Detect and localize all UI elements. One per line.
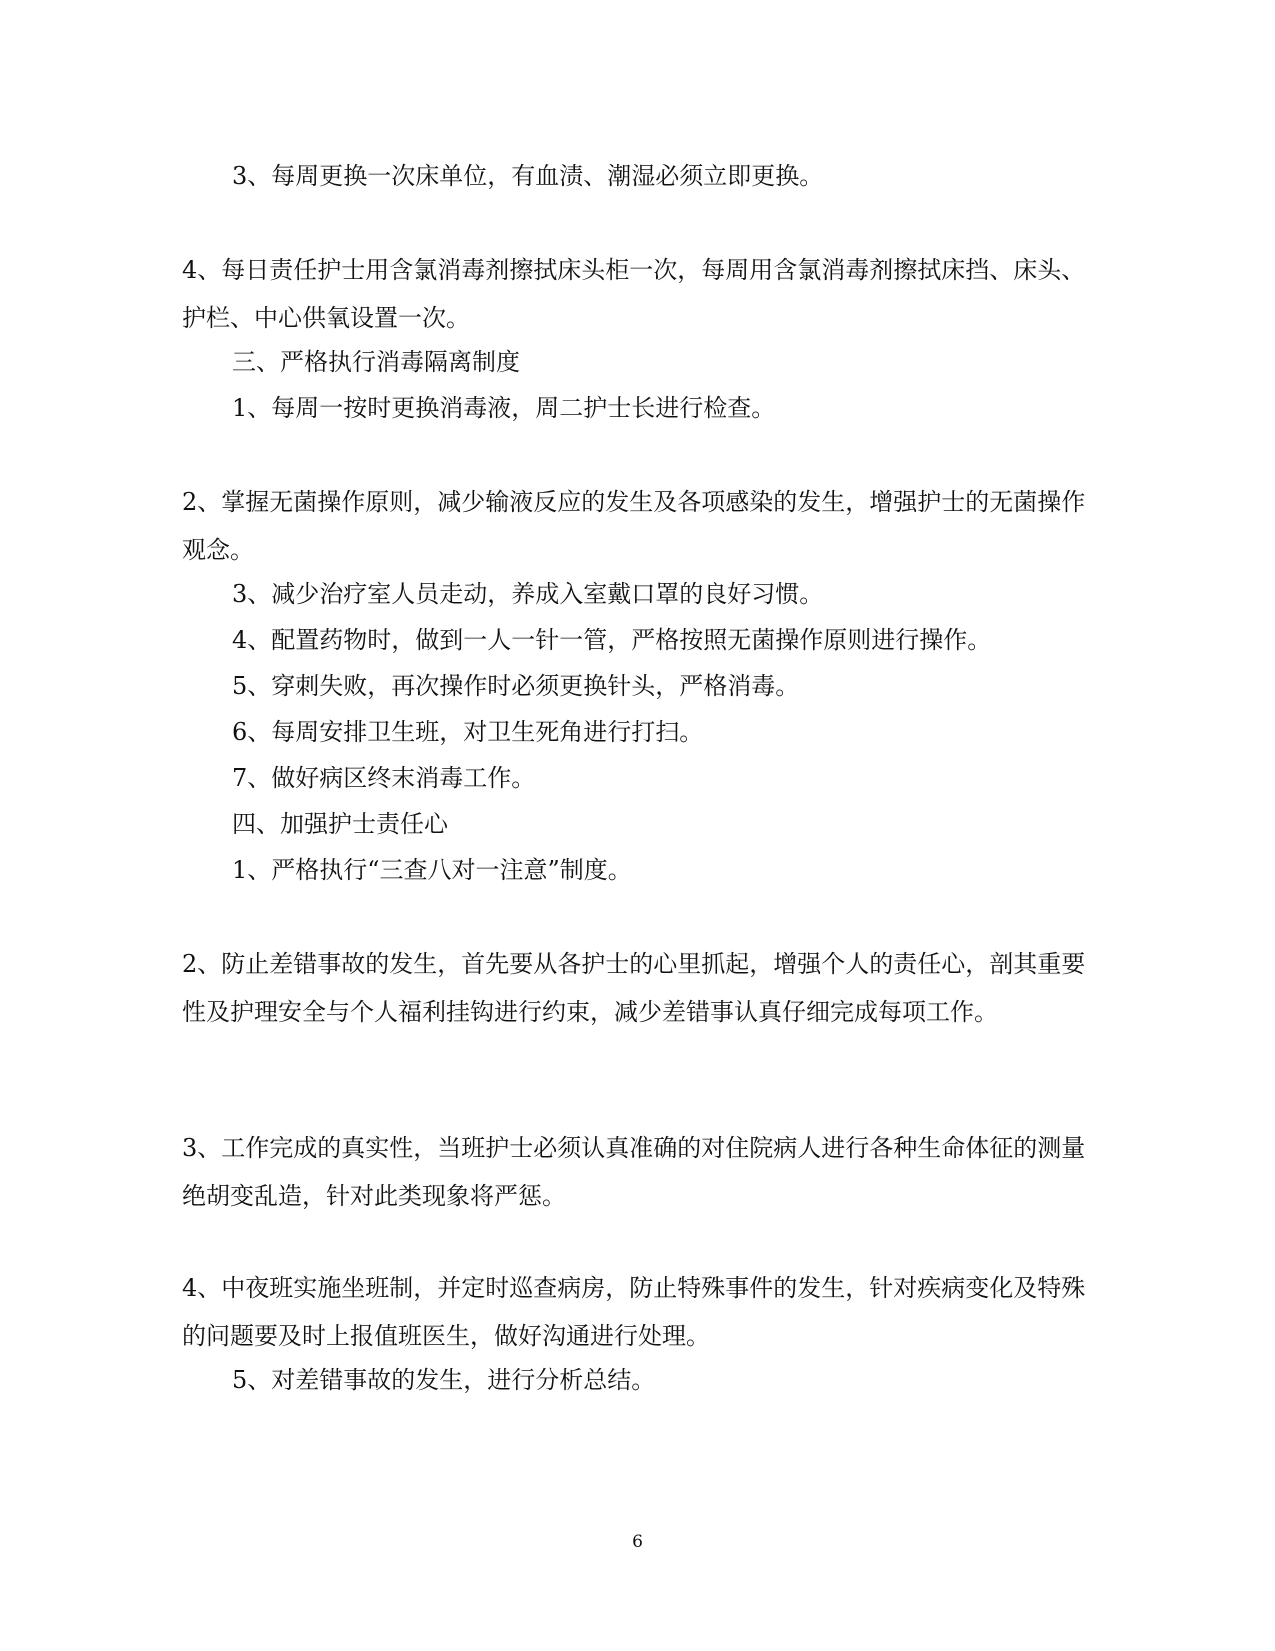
paragraph-bed-unit: 3、每周更换一次床单位，有血渍、潮湿必须立即更换。 xyxy=(232,162,824,190)
paragraph-aseptic-principle: 2、掌握无菌操作原则，减少输液反应的发生及各项感染的发生，增强护士的无菌操作观念。 xyxy=(182,488,1086,564)
paragraph-disinfectant-change: 1、每周一按时更换消毒液，周二护士长进行检查。 xyxy=(232,394,776,422)
paragraph-treatment-room: 3、减少治疗室人员走动，养成入室戴口罩的良好习惯。 xyxy=(232,580,824,608)
paragraph-three-checks: 1、严格执行“三查八对一注意”制度。 xyxy=(232,856,632,884)
paragraph-bedside-cleaning: 4、每日责任护士用含氯消毒剂擦拭床头柜一次，每周用含氯消毒剂擦拭床挡、床头、护栏、中心供氧设置一次。 xyxy=(182,256,1086,332)
paragraph-sanitation-shift: 6、每周安排卫生班，对卫生死角进行打扫。 xyxy=(232,718,704,746)
paragraph-work-authenticity: 3、工作完成的真实性，当班护士必须认真准确的对住院病人进行各种生命体征的测量绝胡变乱造，针对此类现象将严惩。 xyxy=(182,1134,1086,1210)
paragraph-error-prevention: 2、防止差错事故的发生，首先要从各护士的心里抓起，增强个人的责任心，剖其重要性及护理安全与个人福利挂钩进行约束，减少差错事认真仔细完成每项工作。 xyxy=(182,950,1086,1026)
paragraph-drug-preparation: 4、配置药物时，做到一人一针一管，严格按照无菌操作原则进行操作。 xyxy=(232,626,992,654)
section-heading-disinfection: 三、严格执行消毒隔离制度 xyxy=(232,348,520,376)
section-heading-responsibility: 四、加强护士责任心 xyxy=(232,810,448,838)
paragraph-terminal-disinfection: 7、做好病区终末消毒工作。 xyxy=(232,764,536,792)
paragraph-error-analysis: 5、对差错事故的发生，进行分析总结。 xyxy=(232,1366,656,1394)
page-number: 6 xyxy=(632,1532,643,1552)
paragraph-night-shift: 4、中夜班实施坐班制，并定时巡查病房，防止特殊事件的发生，针对疾病变化及特殊的问题要及时上报值班医生，做好沟通进行处理。 xyxy=(182,1274,1086,1350)
paragraph-puncture-failure: 5、穿刺失败，再次操作时必须更换针头，严格消毒。 xyxy=(232,672,800,700)
